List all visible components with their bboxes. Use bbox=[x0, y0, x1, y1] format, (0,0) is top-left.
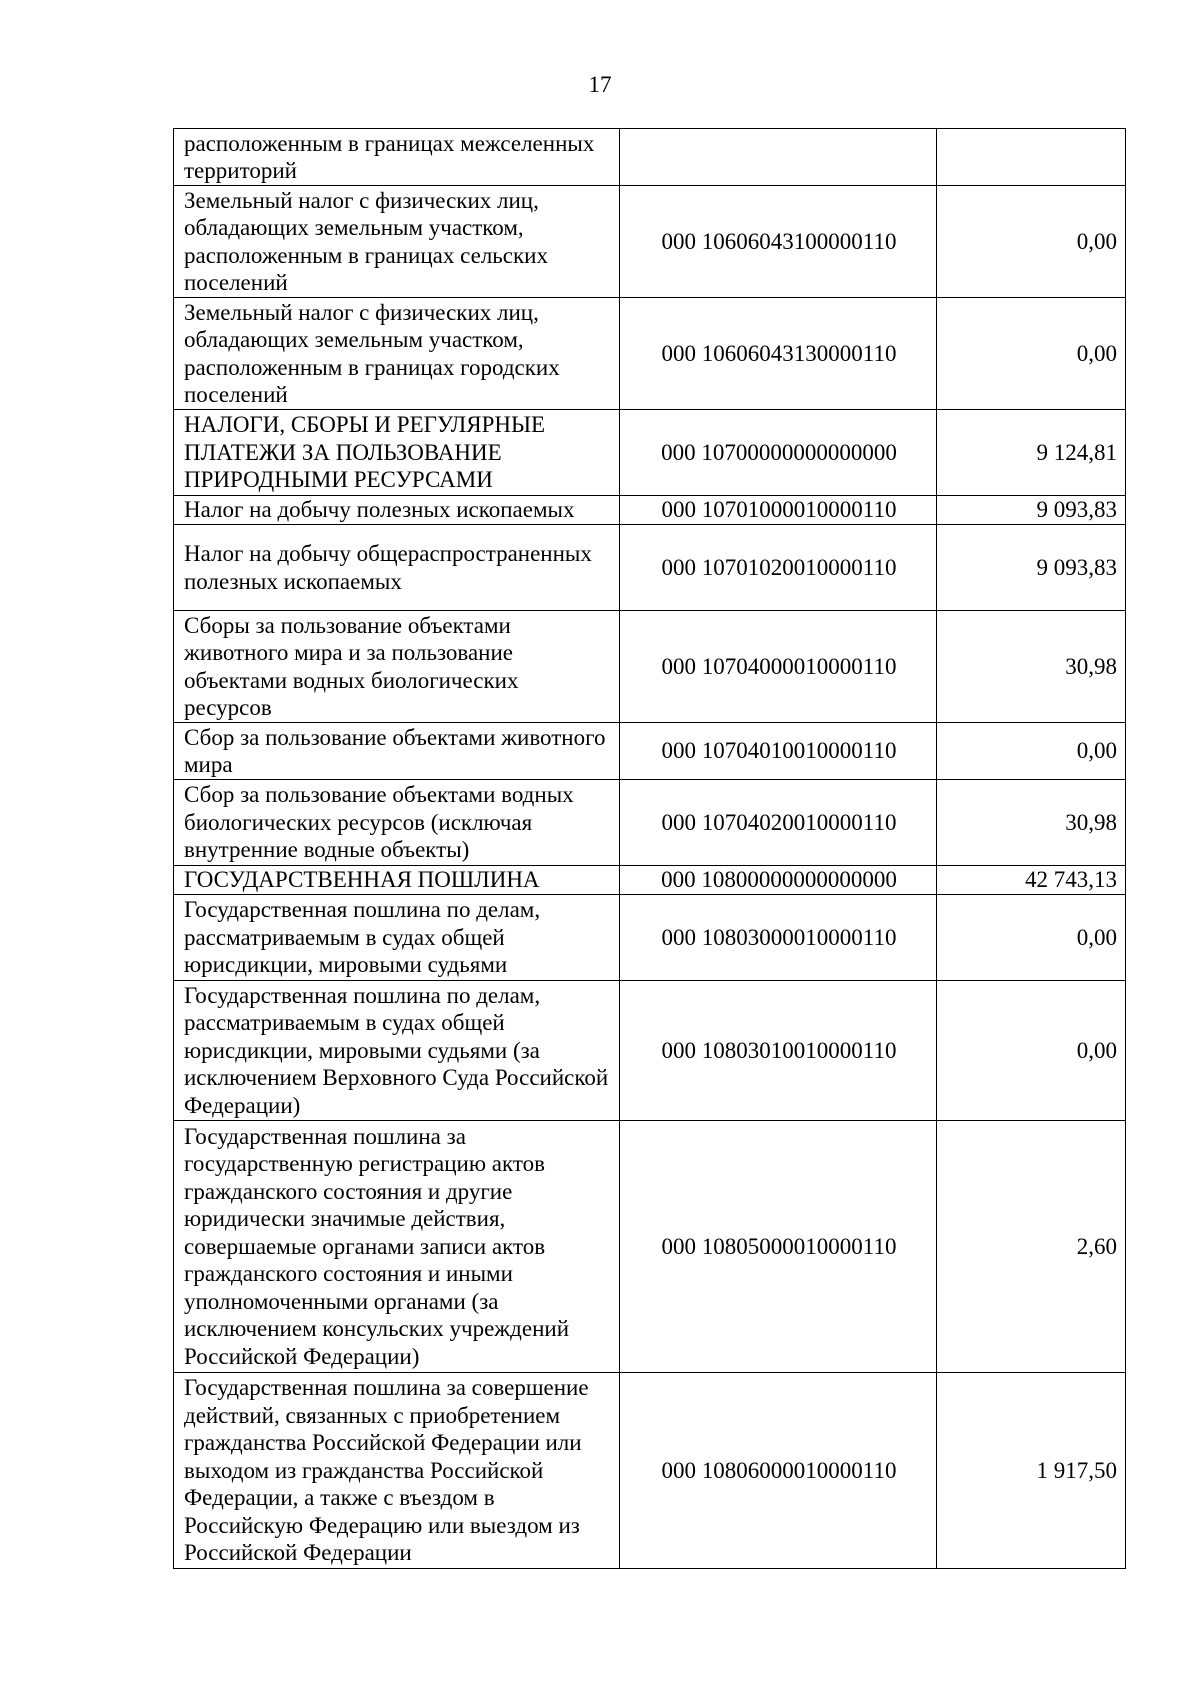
row-name-cell: расположенным в границах межселенных территорий bbox=[174, 129, 620, 186]
row-value-cell: 9 093,83 bbox=[937, 496, 1126, 525]
table-row bbox=[174, 410, 1126, 496]
row-name-cell: Налог на добычу полезных ископаемых bbox=[174, 496, 620, 525]
table-row bbox=[174, 525, 1126, 611]
page-number: 17 bbox=[588, 72, 612, 97]
row-code-cell: 000 10704000010000110 bbox=[620, 611, 937, 723]
table-row bbox=[174, 186, 1126, 298]
row-code-cell: 000 10701000010000110 bbox=[620, 496, 937, 525]
row-name-cell: Сбор за пользование объектами животного мира bbox=[174, 723, 620, 780]
row-name-cell: Сборы за пользование объектами животного мира и за пользование объектами водных биологических ресурсов bbox=[174, 611, 620, 723]
row-code-cell: 000 10701020010000110 bbox=[620, 525, 937, 611]
table-row bbox=[174, 496, 1126, 525]
row-name-cell: Земельный налог с физических лиц, обладающих земельным участком, расположенным в границах городских поселений bbox=[174, 298, 620, 410]
row-name-cell: Сбор за пользование объектами водных биологических ресурсов (исключая внутренние водные объекты) bbox=[174, 780, 620, 866]
table-row bbox=[174, 298, 1126, 410]
table-row bbox=[174, 1373, 1126, 1569]
row-code-cell: 000 10606043130000110 bbox=[620, 298, 937, 410]
row-value-cell: 30,98 bbox=[937, 780, 1126, 866]
row-code-cell: 000 10803000010000110 bbox=[620, 895, 937, 981]
row-code-cell bbox=[620, 129, 937, 186]
table-row bbox=[174, 611, 1126, 723]
row-value-cell: 2,60 bbox=[937, 1121, 1126, 1373]
row-name-cell: НАЛОГИ, СБОРЫ И РЕГУЛЯРНЫЕ ПЛАТЕЖИ ЗА ПОЛЬЗОВАНИЕ ПРИРОДНЫМИ РЕСУРСАМИ bbox=[174, 410, 620, 496]
row-value-cell: 0,00 bbox=[937, 981, 1126, 1121]
row-value-cell: 1 917,50 bbox=[937, 1373, 1126, 1569]
row-value-cell: 9 124,81 bbox=[937, 410, 1126, 496]
table-row bbox=[174, 723, 1126, 780]
row-name-cell: Государственная пошлина по делам, рассматриваемым в судах общей юрисдикции, мировыми судьями bbox=[174, 895, 620, 981]
revenue-table bbox=[173, 128, 1126, 1569]
row-code-cell: 000 10805000010000110 bbox=[620, 1121, 937, 1373]
row-name-cell: Государственная пошлина за совершение действий, связанных с приобретением гражданства Российской Федерации или выходом из гражданства Российской Федерации, а также с въездом в Российскую Федерацию или выездом из Российской Федерации bbox=[174, 1373, 620, 1569]
row-value-cell: 0,00 bbox=[937, 895, 1126, 981]
row-name-cell: Налог на добычу общераспространенных полезных ископаемых bbox=[174, 525, 620, 611]
row-value-cell: 30,98 bbox=[937, 611, 1126, 723]
table-row bbox=[174, 981, 1126, 1121]
table-row bbox=[174, 866, 1126, 895]
row-code-cell: 000 10704020010000110 bbox=[620, 780, 937, 866]
row-name-cell: Государственная пошлина по делам, рассматриваемым в судах общей юрисдикции, мировыми судьями (за исключением Верховного Суда Российской Федерации) bbox=[174, 981, 620, 1121]
row-code-cell: 000 10606043100000110 bbox=[620, 186, 937, 298]
table-row bbox=[174, 895, 1126, 981]
row-name-cell: Государственная пошлина за государственную регистрацию актов гражданского состояния и другие юридически значимые действия, совершаемые органами записи актов гражданского состояния и иными уполномоченными органами (за исключением консульских учреждений Российской Федерации) bbox=[174, 1121, 620, 1373]
row-value-cell bbox=[937, 129, 1126, 186]
row-value-cell: 0,00 bbox=[937, 723, 1126, 780]
table-row bbox=[174, 1121, 1126, 1373]
row-code-cell: 000 10803010010000110 bbox=[620, 981, 937, 1121]
row-name-cell: ГОСУДАРСТВЕННАЯ ПОШЛИНА bbox=[174, 866, 620, 895]
table-row bbox=[174, 780, 1126, 866]
row-code-cell: 000 10704010010000110 bbox=[620, 723, 937, 780]
row-code-cell: 000 10806000010000110 bbox=[620, 1373, 937, 1569]
row-code-cell: 000 10700000000000000 bbox=[620, 410, 937, 496]
row-value-cell: 0,00 bbox=[937, 298, 1126, 410]
row-code-cell: 000 10800000000000000 bbox=[620, 866, 937, 895]
table-row bbox=[174, 129, 1126, 186]
row-value-cell: 9 093,83 bbox=[937, 525, 1126, 611]
row-value-cell: 0,00 bbox=[937, 186, 1126, 298]
row-value-cell: 42 743,13 bbox=[937, 866, 1126, 895]
row-name-cell: Земельный налог с физических лиц, обладающих земельным участком, расположенным в границах сельских поселений bbox=[174, 186, 620, 298]
